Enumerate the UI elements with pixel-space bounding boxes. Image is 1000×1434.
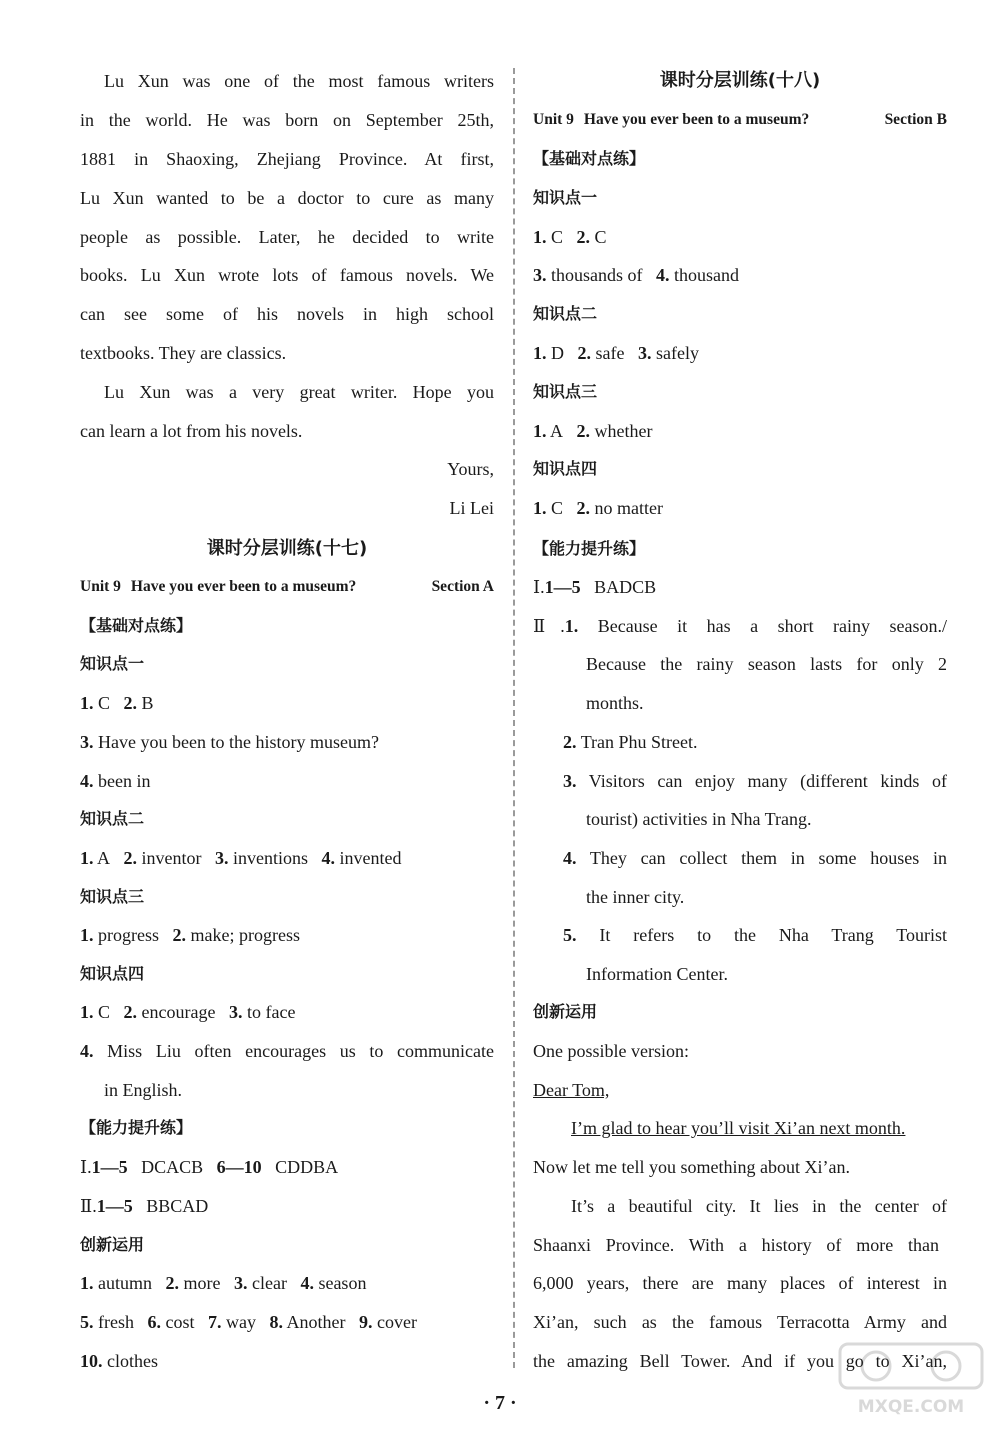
knowledge-point-4: 知识点四 (80, 964, 145, 983)
letter-line: can learn a lot from his novels. (80, 421, 303, 441)
knowledge-point-1: 知识点一 (80, 654, 145, 673)
answer-line: Ⅱ.1. Because it has a short rainy season./ (533, 616, 948, 636)
watermark-logo (836, 1340, 986, 1420)
letter-line: Lu Xun was one of the most famous writers (104, 71, 494, 91)
answer-line: Ⅰ.1—5 BADCB (533, 577, 657, 597)
answer-line: 5. fresh 6. cost 7. way 8. Another 9. cover (80, 1312, 417, 1332)
lesson17-title: 课时分层训练(十七) (206, 538, 368, 559)
lesson18-title: 课时分层训练(十八) (659, 70, 821, 91)
answer-line: 3. thousands of 4. thousand (533, 265, 739, 285)
answer-line: 1. progress 2. make; progress (80, 925, 300, 945)
answer-line: 1. C 2. encourage 3. to face (80, 1002, 296, 1022)
knowledge-point-4: 知识点四 (533, 459, 598, 478)
essay-line: Shaanxi Province. With a history of more than (533, 1235, 939, 1255)
answer-line: 1. autumn 2. more 3. clear 4. season (80, 1273, 367, 1293)
knowledge-point-3: 知识点三 (80, 887, 145, 906)
essay-greeting: Dear Tom, (533, 1080, 610, 1100)
innovation-heading: 创新运用 (533, 1002, 598, 1021)
answer-line: tourist) activities in Nha Trang. (586, 809, 812, 829)
letter-line: Lu Xun was a very great writer. Hope you (104, 382, 494, 402)
knowledge-point-1: 知识点一 (533, 188, 598, 207)
essay-line: Xi’an, such as the famous Terracotta Army and (533, 1312, 947, 1332)
answer-line: the inner city. (586, 887, 685, 907)
answer-line: Because the rainy season lasts for only 2 (586, 654, 947, 674)
innovation-heading: 创新运用 (80, 1235, 145, 1254)
letter-line: people as possible. Later, he decided to write (80, 227, 494, 247)
answer-line: 1. A 2. inventor 3. inventions 4. invented (80, 848, 402, 868)
page-number: · 7 · (483, 1392, 517, 1414)
watermark-text: MXQE.COM (857, 1397, 965, 1417)
letter-closing: Yours, (447, 459, 494, 479)
ability-heading: 【能力提升练】 (533, 539, 646, 558)
unit-label: Unit 9 (80, 578, 121, 595)
section-label: Section A (431, 578, 494, 595)
answer-line: 10. clothes (80, 1351, 158, 1371)
knowledge-point-3: 知识点三 (533, 382, 598, 401)
knowledge-point-2: 知识点二 (533, 304, 598, 323)
letter-line: 1881 in Shaoxing, Zhejiang Province. At first, (80, 149, 494, 169)
letter-line: books. Lu Xun wrote lots of famous novels. We (80, 265, 494, 285)
basic-heading: 【基础对点练】 (80, 616, 193, 635)
letter-signature: Li Lei (449, 498, 494, 518)
essay-line: Now let me tell you something about Xi’an. (533, 1157, 850, 1177)
answer-line: months. (586, 693, 644, 713)
answer-line: 1. D 2. safe 3. safely (533, 343, 699, 363)
knowledge-point-2: 知识点二 (80, 809, 145, 828)
unit-label: Unit 9 (533, 111, 574, 128)
answer-line: 1. C 2. B (80, 693, 154, 713)
version-label: One possible version: (533, 1041, 689, 1061)
lesson18-unit-line (533, 107, 947, 133)
section-label: Section B (884, 111, 947, 128)
answer-line: Ⅰ.1—5 DCACB 6—10 CDDBA (80, 1157, 339, 1177)
basic-heading: 【基础对点练】 (533, 149, 646, 168)
essay-line: the amazing Bell Tower. And if you go to Xi’an, (533, 1351, 947, 1371)
essay-line: 6,000 years, there are many places of interest in (533, 1273, 947, 1293)
essay-line: It’s a beautiful city. It lies in the center of (571, 1196, 947, 1216)
answer-line: 1. A 2. whether (533, 421, 653, 441)
answer-line: 3. Have you been to the history museum? (80, 732, 379, 752)
lesson17-unit-line (80, 574, 494, 600)
answer-line: 5. It refers to the Nha Trang Tourist (563, 925, 947, 945)
answer-line: 2. Tran Phu Street. (563, 732, 698, 752)
answer-line: 1. C 2. no matter (533, 498, 663, 518)
ability-heading: 【能力提升练】 (80, 1118, 193, 1137)
answer-line: 3. Visitors can enjoy many (different kinds of (563, 771, 947, 791)
unit-question: Have you ever been to a museum? (583, 111, 810, 128)
letter-line: Lu Xun wanted to be a doctor to cure as many (80, 188, 494, 208)
essay-line: I’m glad to hear you’ll visit Xi’an next month. (571, 1118, 906, 1138)
answer-line: Information Center. (586, 964, 728, 984)
letter-line: in the world. He was born on September 25th, (80, 110, 494, 130)
answer-line: 4. They can collect them in some houses in (563, 848, 947, 868)
answer-line: 4. Miss Liu often encourages us to communicate (80, 1041, 494, 1061)
letter-line: can see some of his novels in high school (80, 304, 494, 324)
letter-line: textbooks. They are classics. (80, 343, 287, 363)
column-divider (513, 68, 515, 1368)
answer-line: Ⅱ.1—5 BBCAD (80, 1196, 209, 1216)
unit-question: Have you ever been to a museum? (130, 578, 357, 595)
answer-line: 1. C 2. C (533, 227, 607, 247)
answer-line: in English. (104, 1080, 183, 1100)
answer-line: 4. been in (80, 771, 151, 791)
